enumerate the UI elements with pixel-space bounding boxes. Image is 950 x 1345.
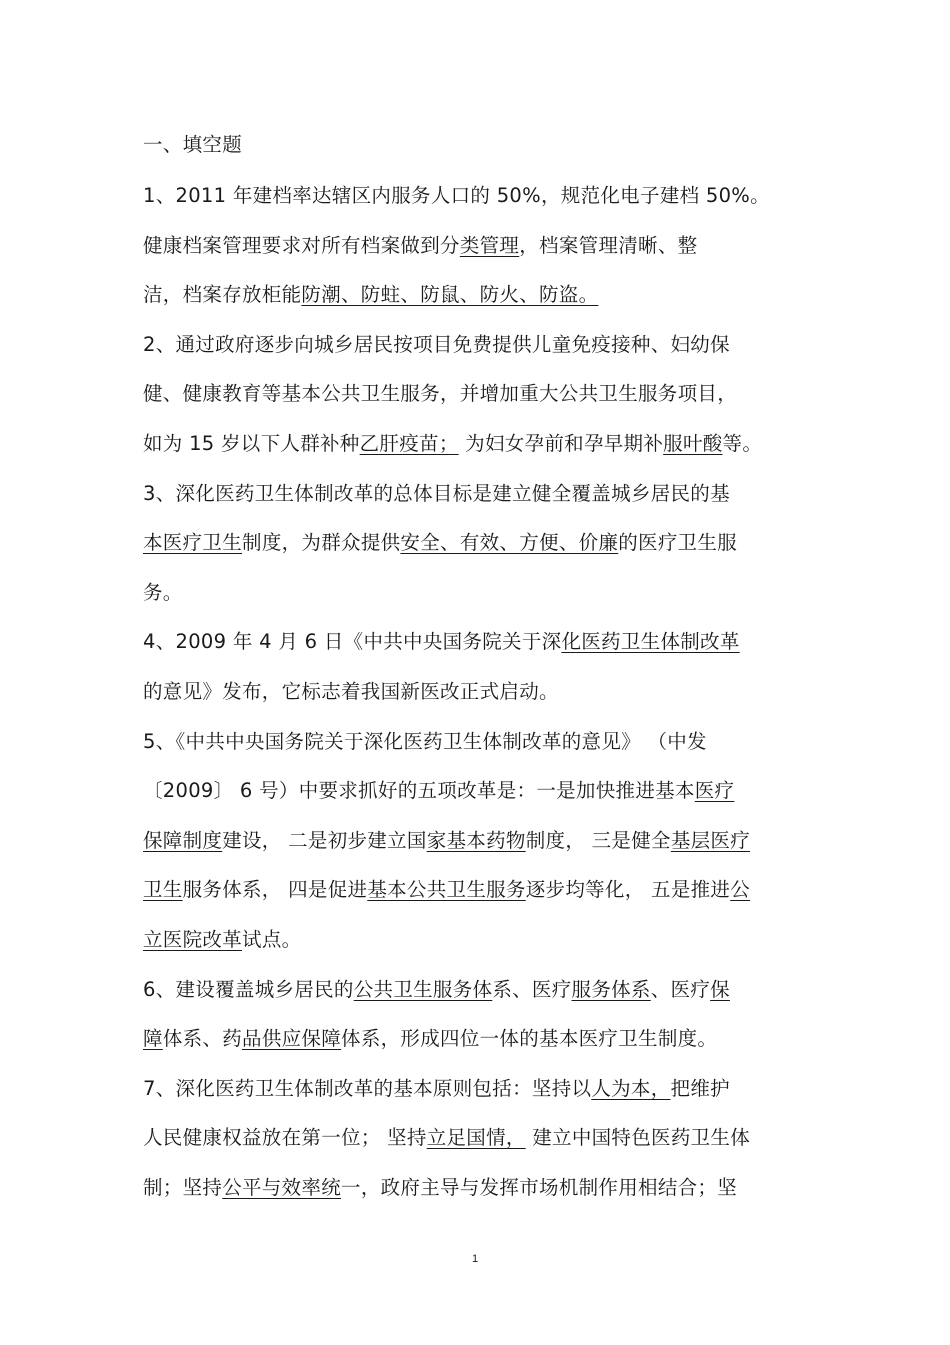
text-run: ，档案管理清晰、整 [519,234,698,257]
text-run: 4、2009 年 4 月 6 日《中共中央国务院关于深 [143,630,562,653]
text-run: 建设， 二是初步建立国 [222,829,427,852]
text-run: 健康档案管理要求对所有档案做到分 [143,234,460,257]
text-run: 服务体系， 四是促进 [182,878,368,901]
underlined-answer: 公平与效率统 [222,1176,342,1199]
text-run: 5、《中共中央国务院关于深化医药卫生体制改革的意见》 （中发 [143,730,707,753]
text-line [143,777,810,805]
underlined-answer: 服叶酸 [663,432,723,455]
text-run: 制度，为群众提供 [242,531,401,554]
underlined-answer: 立医院改革 [143,928,243,951]
text-line [143,182,820,210]
text-run: 制；坚持 [143,1176,223,1199]
text-run: 〔2009〕 6 号）中要求抓好的五项改革是：一是加快推进基本 [143,779,695,802]
text-line [143,1174,810,1202]
text-run: 2、通过政府逐步向城乡居民按项目免费提供儿童免疫接种、妇幼保 [143,333,730,356]
underlined-answer: 保 [710,978,730,1001]
underlined-answer: 公共卫生服务体 [353,978,493,1001]
text-run: 系、医疗 [492,978,572,1001]
text-run: 试点。 [242,928,302,951]
text-line [143,976,810,1004]
text-run: 人民健康权益放在第一位； 坚持 [143,1126,427,1149]
text-run: 、医疗 [650,978,711,1001]
underlined-answer: 安全、有效、方便、价廉 [400,531,619,554]
underlined-answer: 基层医疗 [670,829,751,852]
text-run: 3、深化医药卫生体制改革的总体目标是建立健全覆盖城乡居民的基 [143,482,730,505]
text-line [143,827,810,855]
text-line [143,628,810,656]
underlined-answer: 家基本药物 [426,829,526,852]
text-run: 如为 15 岁以下人群补种 [143,432,360,455]
text-line [143,1075,810,1103]
section-title: 一、填空题 [143,133,243,156]
text-run: 逐步均等化， 五是推进 [525,878,731,901]
text-line [143,480,810,508]
text-line [143,678,810,706]
text-run: 建立中国特色医药卫生体 [525,1126,751,1149]
underlined-answer: 卫生 [143,878,183,901]
page-number: 1 [471,1253,479,1265]
text-line [143,876,810,904]
underlined-answer: 服务体系 [571,978,651,1001]
text-run: 体系、药 [162,1027,243,1050]
text-run: 6、建设覆盖城乡居民的 [143,978,354,1001]
text-run: 把维护 [670,1077,730,1100]
text-run: 等。 [722,432,763,455]
text-run: 健、健康教育等基本公共卫生服务，并增加重大公共卫生服务项目， [143,382,738,405]
text-run: 洁，档案存放柜能 [143,283,302,306]
text-line [143,281,810,309]
underlined-answer: 公 [730,878,751,901]
text-line [143,728,810,756]
underlined-answer: 立足国情， [426,1126,526,1149]
text-run: 1、2011 年建档率达辖区内服务人口的 50%，规范化电子建档 50%。 [143,184,770,207]
text-run: 制度， 三是健全 [525,829,671,852]
text-line [143,380,810,408]
text-line [143,1025,810,1053]
underlined-answer: 保障制度 [143,829,223,852]
underlined-answer: 医疗 [694,779,735,802]
text-line [143,232,810,260]
underlined-answer: 防潮、防蛀、防鼠、防火、防盗。 [301,283,599,306]
text-line [143,1124,810,1152]
underlined-answer: 基本公共卫生服务 [367,878,526,901]
text-run: 务。 [143,581,183,604]
underlined-answer: 人为本， [591,1077,671,1100]
text-line [143,331,810,359]
underlined-answer: 类管理 [459,234,520,257]
text-run: 为妇女孕前和孕早期补 [458,432,664,455]
text-line [143,430,810,458]
underlined-answer: 化医药卫生体制改革 [561,630,740,653]
text-run: 7、深化医药卫生体制改革的基本原则包括：坚持以 [143,1077,592,1100]
text-line [143,529,810,557]
text-run: 体系，形成四位一体的基本医疗卫生制度。 [341,1027,718,1050]
text-run: 的医疗卫生服 [618,531,738,554]
text-run: 的意见》发布，它标志着我国新医改正式启动。 [143,680,559,703]
text-run: 一，政府主导与发挥市场机制作用相结合；坚 [341,1176,738,1199]
text-line [143,579,810,607]
underlined-answer: 障 [143,1027,163,1050]
text-line [143,926,810,954]
underlined-answer: 品供应保障 [242,1027,342,1050]
underlined-answer: 乙肝疫苗； [359,432,459,455]
underlined-answer: 本医疗卫生 [143,531,243,554]
